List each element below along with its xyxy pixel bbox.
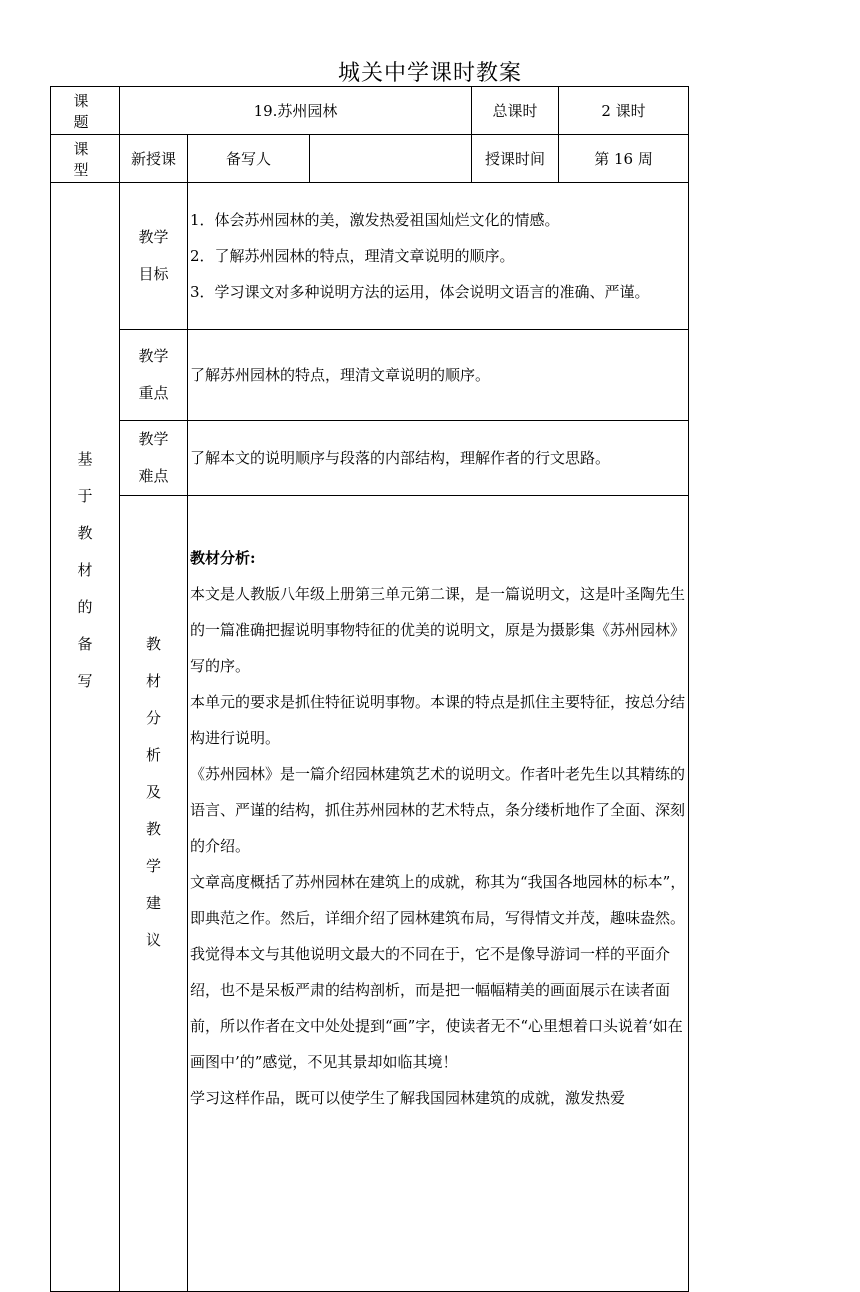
writer-value (310, 135, 472, 183)
goal-item: 2．了解苏州园林的特点，理清文章说明的顺序。 (190, 247, 515, 265)
analysis-label: 教 材 分 析 及 教 学 建 议 (120, 496, 188, 1292)
type-label: 课 型 (51, 135, 120, 183)
topic-value: 19.苏州园林 (120, 87, 472, 135)
analysis-paragraph: 《苏州园林》是一篇介绍园林建筑艺术的说明文。作者叶老先生以其精练的语言、严谨的结构，抓住苏州园林的艺术特点，条分缕析地作了全面、深刻的介绍。 (190, 765, 686, 855)
total-hours-label: 总课时 (472, 87, 559, 135)
teach-time-value: 第 16 周 (559, 135, 689, 183)
side-label-char: 于 (77, 487, 93, 505)
key-points-content: 了解苏州园林的特点，理清文章说明的顺序。 (188, 330, 689, 421)
side-label-char: 基 (77, 450, 93, 468)
side-label-char: 备 (77, 635, 93, 653)
goal-item: 3．学习课文对多种说明方法的运用，体会说明文语言的准确、严谨。 (190, 283, 650, 301)
analysis-paragraph: 本文是人教版八年级上册第三单元第二课，是一篇说明文，这是叶圣陶先生的一篇准确把握说明事物特征的优美的说明文，原是为摄影集《苏州园林》写的序。 (190, 585, 686, 675)
type-value: 新授课 (120, 135, 188, 183)
analysis-paragraph: 文章高度概括了苏州园林在建筑上的成就，称其为“我国各地园林的标本”，即典范之作。然后，详细介绍了园林建筑布局，写得情文并茂，趣味盎然。我觉得本文与其他说明文最大的不同在于，它不是像导游词一样的平面介绍，也不是呆板严肃的结构剖析，而是把一幅幅精美的画面展示在读者面前，所以作者在文中处处提到“画”字，使读者无不“心里想着口头说着‘如在画图中’的”感觉，不见其景却如临其境！ (190, 873, 686, 1071)
side-label-char: 的 (77, 598, 93, 616)
teach-time-label: 授课时间 (472, 135, 559, 183)
side-label-char: 材 (77, 561, 93, 579)
difficulties-row (51, 421, 689, 496)
analysis-paragraph: 本单元的要求是抓住特征说明事物。本课的特点是抓住主要特征，按总分结构进行说明。 (190, 693, 686, 747)
side-label-char: 教 (77, 524, 93, 542)
topic-row (51, 87, 689, 135)
writer-label: 备写人 (188, 135, 310, 183)
document-title: 城关中学课时教案 (337, 61, 522, 86)
side-label-char: 写 (77, 672, 93, 690)
analysis-heading: 教材分析: (190, 549, 256, 567)
goals-label: 教学 目标 (120, 183, 188, 330)
goal-item: 1．体会苏州园林的美，激发热爱祖国灿烂文化的情感。 (190, 211, 560, 229)
total-hours-value: 2 课时 (559, 87, 689, 135)
goals-row (51, 183, 689, 330)
analysis-row (51, 496, 689, 1292)
side-label (51, 183, 120, 1292)
type-row (51, 135, 689, 183)
analysis-paragraph: 学习这样作品，既可以使学生了解我国园林建筑的成就，激发热爱 (190, 1089, 626, 1107)
difficulties-content: 了解本文的说明顺序与段落的内部结构，理解作者的行文思路。 (188, 421, 689, 496)
key-points-row (51, 330, 689, 421)
key-points-label: 教学 重点 (120, 330, 188, 421)
topic-label: 课 题 (51, 87, 120, 135)
lesson-plan-table (50, 86, 689, 1292)
goals-content (188, 183, 689, 330)
difficulties-label: 教学 难点 (120, 421, 188, 496)
analysis-content (188, 496, 689, 1292)
